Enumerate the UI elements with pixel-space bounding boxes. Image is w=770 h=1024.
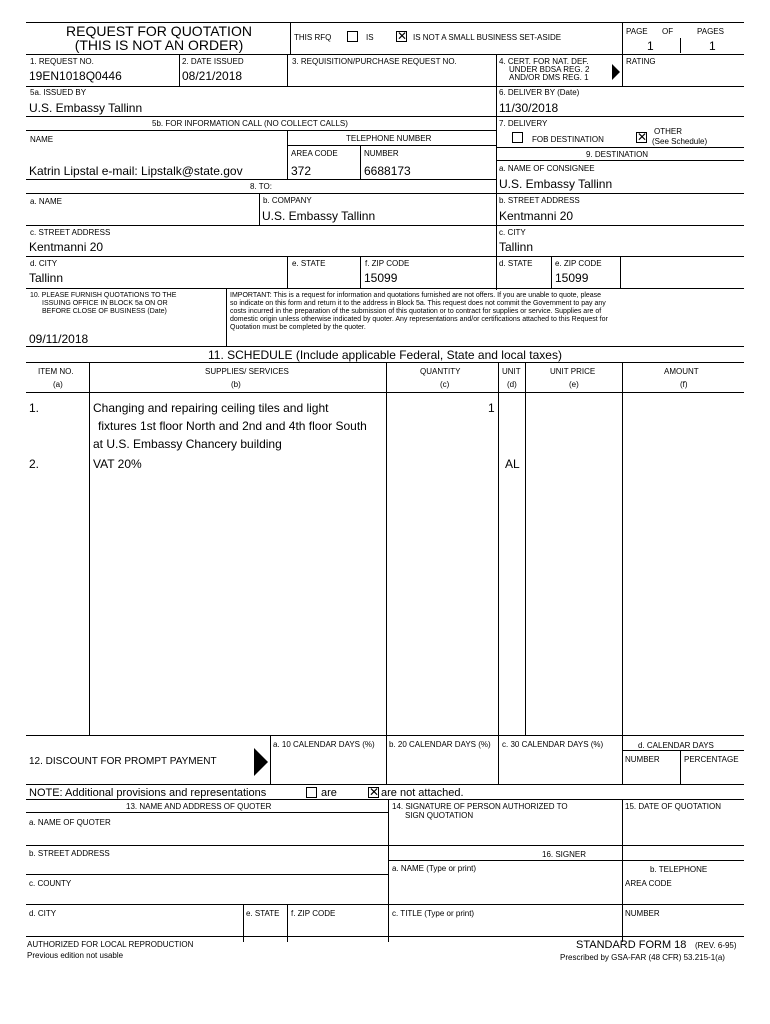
- rule: [388, 799, 389, 942]
- col-amount-sub: (f): [680, 380, 688, 389]
- col-quantity-sub: (c): [440, 380, 450, 389]
- requisition-no-label: 3. REQUISITION/PURCHASE REQUEST NO.: [292, 57, 457, 66]
- to-zip-label: f. ZIP CODE: [365, 259, 410, 268]
- quoter-zip-label: f. ZIP CODE: [291, 909, 336, 918]
- destination-zip-label: e. ZIP CODE: [555, 259, 602, 268]
- to-label: 8. TO:: [250, 182, 272, 191]
- date-issued-label: 2. DATE ISSUED: [182, 57, 244, 66]
- discount-30-days-label: c. 30 CALENDAR DAYS (%): [502, 740, 604, 749]
- rule: [496, 160, 744, 161]
- col-amount: AMOUNT: [664, 367, 699, 376]
- this-rfq-label: THIS RFQ: [294, 33, 332, 42]
- to-street-value: Kentmanni 20: [29, 240, 104, 254]
- footer-authorized: AUTHORIZED FOR LOCAL REPRODUCTION: [27, 940, 194, 949]
- signer-name-label: a. NAME (Type or print): [392, 864, 477, 873]
- are-not-checkbox[interactable]: ✕: [369, 785, 380, 799]
- form-subtitle: (THIS IS NOT AN ORDER): [74, 37, 244, 53]
- rule: [287, 145, 496, 146]
- destination-city-label: c. CITY: [499, 228, 526, 237]
- arrow-right-icon: [612, 64, 620, 80]
- cert-label-3: AND/OR DMS REG. 1: [509, 73, 589, 82]
- rule: [26, 256, 744, 257]
- rule: [360, 145, 361, 179]
- request-no-label: 1. REQUEST NO.: [30, 57, 94, 66]
- rule: [525, 362, 526, 735]
- rule: [179, 54, 180, 86]
- company-label: b. COMPANY: [263, 196, 312, 205]
- pages-label: PAGES: [697, 27, 724, 36]
- to-state-label: e. STATE: [292, 259, 326, 268]
- footer-previous-edition: Previous edition not usable: [27, 951, 124, 960]
- cert-label-1: 4. CERT. FOR NAT. DEF.: [499, 57, 589, 66]
- col-unit-sub: (d): [507, 380, 517, 389]
- arrow-right-icon: [254, 748, 268, 776]
- issued-by-label: 5a. ISSUED BY: [30, 88, 87, 97]
- rule: [680, 38, 681, 53]
- rule: [226, 288, 227, 346]
- discount-percentage-label: PERCENTAGE: [684, 755, 739, 764]
- number-label: NUMBER: [364, 149, 399, 158]
- rule: [496, 54, 497, 290]
- are-not-label: are not attached.: [381, 787, 464, 799]
- rule: [622, 799, 623, 942]
- rule: [26, 735, 744, 736]
- discount-label: 12. DISCOUNT FOR PROMPT PAYMENT: [29, 756, 217, 767]
- footer-standard-form: STANDARD FORM 18: [576, 939, 687, 951]
- quoter-city-label: d. CITY: [29, 909, 57, 918]
- quoter-address-label: 13. NAME AND ADDRESS OF QUOTER: [126, 802, 272, 811]
- rule: [360, 256, 361, 288]
- rule: [287, 256, 288, 288]
- discount-10-days-label: a. 10 CALENDAR DAYS (%): [273, 740, 375, 749]
- is-checkbox[interactable]: [347, 31, 358, 42]
- name-label: NAME: [30, 135, 54, 144]
- to-city-value: Tallinn: [29, 271, 64, 285]
- rule: [622, 750, 744, 751]
- date-issued-value: 08/21/2018: [182, 69, 243, 83]
- rule: [26, 362, 744, 363]
- signer-title-label: c. TITLE (Type or print): [392, 909, 475, 918]
- of-label: OF: [662, 27, 674, 36]
- area-code-label: AREA CODE: [291, 149, 338, 158]
- rule: [496, 147, 744, 148]
- rule: [26, 936, 744, 937]
- furnish-label-2: ISSUING OFFICE IN BLOCK 5a ON OR: [42, 300, 168, 307]
- form-title: REQUEST FOR QUOTATION: [66, 23, 252, 39]
- schedule-title: 11. SCHEDULE (Include applicable Federal, State and local taxes): [208, 348, 562, 362]
- rule: [26, 845, 744, 846]
- contact-name-value: Katrin Lipstal e-mail: Lipstalk@state.gov: [29, 164, 243, 178]
- rule: [26, 346, 744, 347]
- delivery-label: 7. DELIVERY: [499, 119, 548, 128]
- important-text-5: Quotation must be completed by the quoter.: [230, 324, 366, 331]
- rule: [26, 130, 496, 131]
- to-name-label: a. NAME: [30, 197, 63, 206]
- rule: [26, 799, 744, 800]
- item-unit: AL: [505, 457, 520, 471]
- see-schedule-label: (See Schedule): [652, 137, 708, 146]
- rule: [26, 179, 496, 180]
- rule: [388, 904, 744, 905]
- rule: [680, 750, 681, 784]
- info-call-label: 5b. FOR INFORMATION CALL (NO COLLECT CALLS): [152, 119, 348, 128]
- deliver-by-label: 6. DELIVER BY (Date): [499, 88, 580, 97]
- destination-street-label: b. STREET ADDRESS: [499, 196, 580, 205]
- rule: [26, 392, 744, 393]
- destination-zip-value: 15099: [555, 271, 589, 285]
- rule: [26, 874, 388, 875]
- rule: [287, 54, 288, 86]
- item-no: 2.: [29, 457, 40, 471]
- signer-telephone-label: b. TELEPHONE: [650, 865, 708, 874]
- rule: [26, 904, 388, 905]
- pages-value: 1: [709, 39, 716, 53]
- rating-label: RATING: [626, 57, 656, 66]
- signature-label-1: 14. SIGNATURE OF PERSON AUTHORIZED TO: [392, 802, 568, 811]
- fob-destination-label: FOB DESTINATION: [532, 135, 604, 144]
- phone-number-value: 6688173: [364, 164, 411, 178]
- date-of-quotation-label: 15. DATE OF QUOTATION: [625, 802, 722, 811]
- rule: [259, 193, 260, 225]
- rule: [270, 735, 271, 784]
- page-label: PAGE: [626, 27, 648, 36]
- col-unit-price: UNIT PRICE: [550, 367, 596, 376]
- is-not-checkbox[interactable]: ✕: [397, 29, 408, 43]
- discount-calendar-days-label: d. CALENDAR DAYS: [638, 741, 714, 750]
- deliver-by-value: 11/30/2018: [499, 101, 559, 115]
- col-unit: UNIT: [502, 367, 521, 376]
- to-zip-value: 15099: [364, 271, 398, 285]
- cert-label-2: UNDER BDSA REG. 2: [509, 65, 590, 74]
- rule: [89, 362, 90, 735]
- item-quantity: 1: [488, 401, 495, 415]
- other-label: OTHER: [654, 127, 682, 136]
- issued-by-value: U.S. Embassy Tallinn: [29, 101, 143, 115]
- is-not-small-business-label: IS NOT A SMALL BUSINESS SET-ASIDE: [413, 33, 562, 42]
- quoter-county-label: c. COUNTY: [29, 879, 72, 888]
- important-text-3: costs incurred in the preparation of the submission of this quotation or to contract for supplies or service. Supplies are of: [230, 308, 602, 315]
- footer-prescribed-by: Prescribed by GSA-FAR (48 CFR) 53.215-1(a): [560, 953, 725, 962]
- destination-city-value: Tallinn: [499, 240, 534, 254]
- rule: [620, 256, 621, 288]
- to-street-label: c. STREET ADDRESS: [30, 228, 111, 237]
- col-supplies-sub: (b): [231, 380, 241, 389]
- footer-revision: (REV. 6-95): [695, 941, 737, 950]
- discount-number-label: NUMBER: [625, 755, 660, 764]
- rule: [26, 54, 744, 55]
- col-supplies: SUPPLIES/ SERVICES: [205, 367, 289, 376]
- destination-state-label: d. STATE: [499, 259, 533, 268]
- note-text: NOTE: Additional provisions and representations: [29, 787, 267, 799]
- furnish-label-1: 10. PLEASE FURNISH QUOTATIONS TO THE: [30, 292, 177, 299]
- other-checkbox[interactable]: ✕: [637, 130, 648, 144]
- item-description-line-3: at U.S. Embassy Chancery building: [93, 437, 282, 451]
- quote-due-date-value: 09/11/2018: [29, 332, 89, 346]
- important-text-4: domestic origin unless otherwise indicated by quoter. Any representations and/or certifications attached to this Request for: [230, 316, 608, 323]
- rule: [26, 193, 744, 194]
- rule: [622, 362, 623, 784]
- consignee-label: a. NAME OF CONSIGNEE: [499, 164, 595, 173]
- rule: [386, 362, 387, 784]
- rule: [551, 256, 552, 288]
- item-description-line-2: fixtures 1st floor North and 2nd and 4th floor South: [98, 419, 367, 433]
- to-city-label: d. CITY: [30, 259, 58, 268]
- item-no: 1.: [29, 401, 40, 415]
- signer-label: 16. SIGNER: [542, 850, 587, 859]
- are-label: are: [321, 787, 337, 799]
- furnish-label-3: BEFORE CLOSE OF BUSINESS (Date): [42, 308, 167, 315]
- item-description-line-1: VAT 20%: [93, 457, 142, 471]
- rule: [290, 22, 291, 55]
- quoter-name-label: a. NAME OF QUOTER: [29, 818, 111, 827]
- company-value: U.S. Embassy Tallinn: [262, 209, 376, 223]
- col-item-no: ITEM NO.: [38, 367, 74, 376]
- rule: [287, 130, 288, 179]
- area-code-value: 372: [291, 164, 312, 178]
- item-description-line-1: Changing and repairing ceiling tiles and light: [93, 401, 329, 415]
- consignee-value: U.S. Embassy Tallinn: [499, 177, 613, 191]
- rule: [26, 86, 744, 87]
- rule: [388, 860, 744, 861]
- telephone-number-label: TELEPHONE NUMBER: [346, 134, 432, 143]
- signature-label-2: SIGN QUOTATION: [405, 811, 474, 820]
- col-item-sub: (a): [53, 380, 63, 389]
- discount-20-days-label: b. 20 CALENDAR DAYS (%): [389, 740, 491, 749]
- important-text-2: so indicate on this form and return it to the address in Block 5a. This request does not commit the Government to pay any: [230, 300, 606, 307]
- rule: [26, 812, 388, 813]
- rule: [498, 362, 499, 784]
- fob-destination-checkbox[interactable]: [512, 132, 523, 143]
- rule: [622, 22, 623, 55]
- rule: [26, 225, 744, 226]
- page-value: 1: [647, 39, 654, 53]
- destination-street-value: Kentmanni 20: [499, 209, 574, 223]
- col-quantity: QUANTITY: [420, 367, 461, 376]
- signer-number-label: NUMBER: [625, 909, 660, 918]
- rule: [26, 22, 744, 23]
- rule: [26, 116, 744, 117]
- rule: [26, 784, 744, 785]
- col-unit-price-sub: (e): [569, 380, 579, 389]
- are-checkbox[interactable]: [306, 787, 317, 798]
- rule: [26, 288, 744, 289]
- important-text-1: IMPORTANT: This is a request for information and quotations furnished are not offers. If you are unable to quote, please: [230, 292, 602, 299]
- rule: [622, 54, 623, 86]
- destination-label: 9. DESTINATION: [586, 150, 649, 159]
- request-no-value: 19EN1018Q0446: [29, 69, 122, 83]
- quoter-street-label: b. STREET ADDRESS: [29, 849, 110, 858]
- is-label: IS: [366, 33, 374, 42]
- signer-area-code-label: AREA CODE: [625, 879, 672, 888]
- quoter-state-label: e. STATE: [246, 909, 280, 918]
